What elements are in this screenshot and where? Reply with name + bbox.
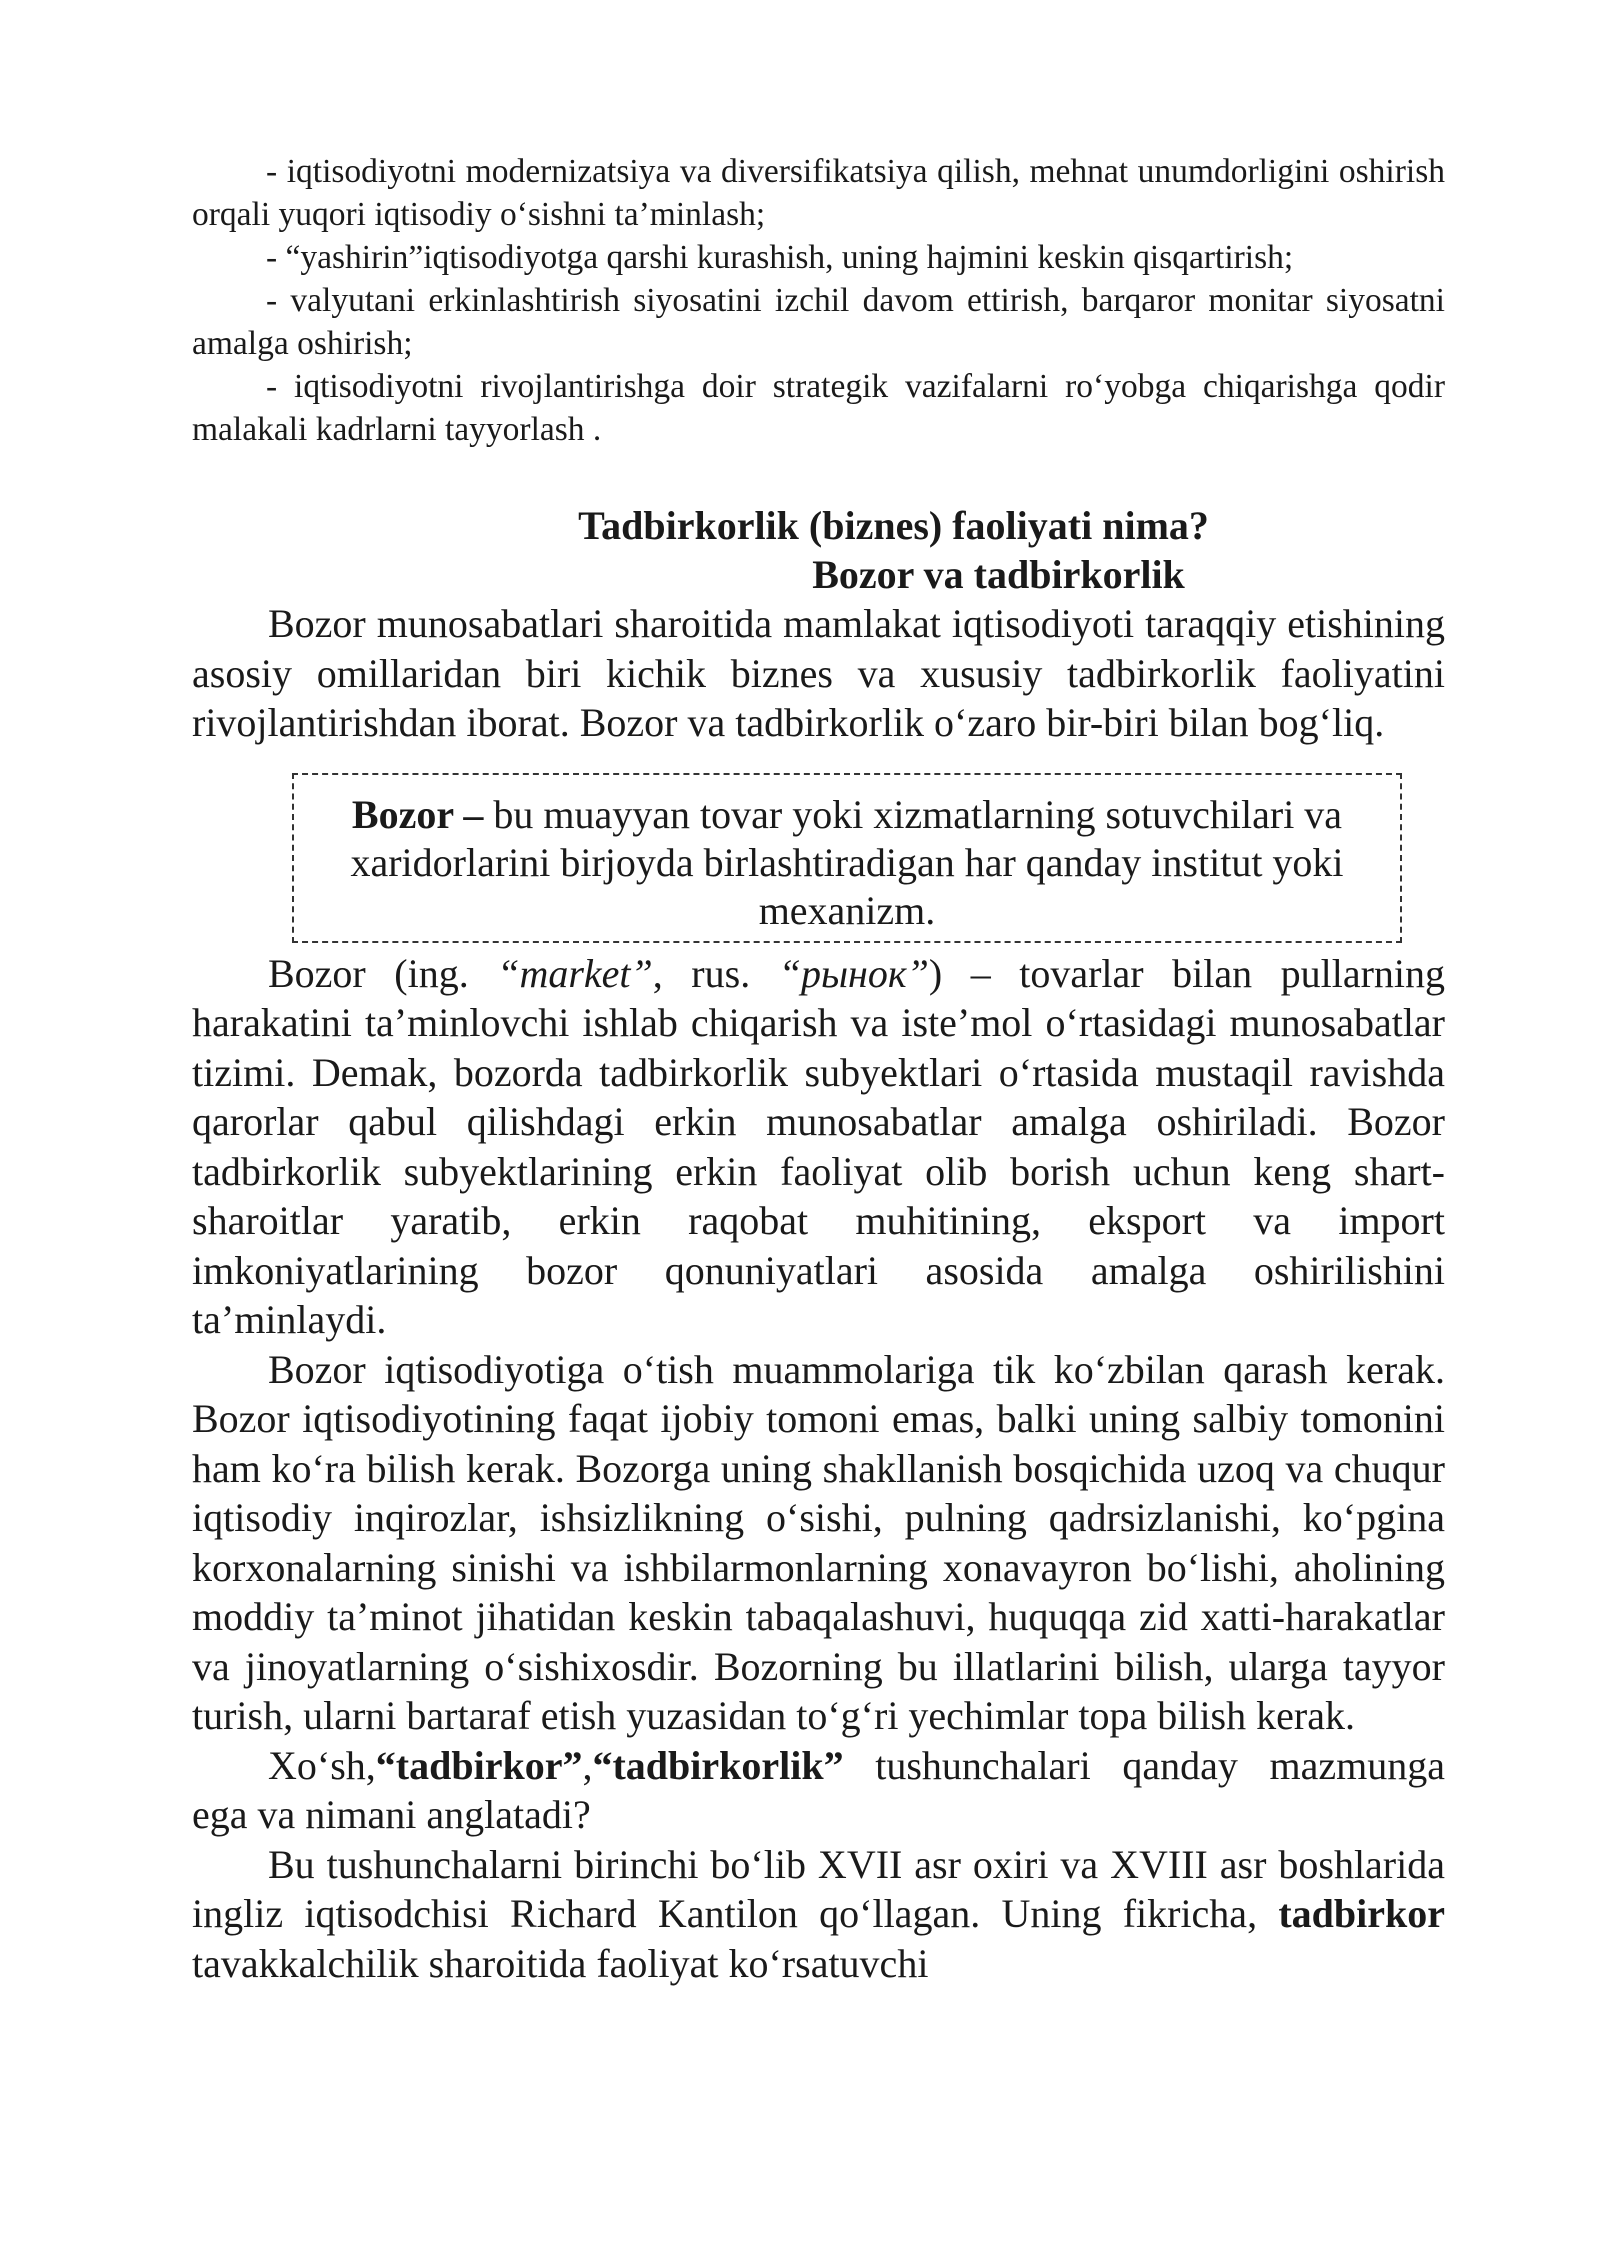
text-run: tavakkalchilik sharoitida faoliyat ko‘rsatuvchi: [192, 1940, 929, 1986]
term-tadbirkor: “tadbirkor”: [375, 1742, 583, 1788]
term-tadbirkorlik: “tadbirkorlik”: [592, 1742, 844, 1788]
paragraph-question: [192, 1741, 1445, 1840]
paragraph-intro: Bozor munosabatlari sharoitida mamlakat iqtisodiyoti taraqqiy etishining asosiy omillaridan biri kichik biznes va xususiy tadbirkorlik faoliyatini rivojlantirishdan iborat. Bozor va tadbirkorlik o‘zaro bir-biri bilan bog‘liq.: [192, 601, 1445, 745]
paragraph-market: [192, 949, 1445, 1345]
bullet-list: [192, 150, 1445, 451]
text-run: Bu tushunchalarni birinchi bo‘lib XVII asr oxiri va XVIII asr boshlarida ingliz iqtisodchisi Richard Kantilon qo‘llagan. Uning fikricha,: [192, 1841, 1445, 1936]
text-run: , rus.: [652, 950, 779, 996]
text-run: Bozor (ing.: [268, 950, 498, 996]
list-item: - iqtisodiyotni modernizatsiya va diversifikatsiya qilish, mehnat unumdorligini oshirish orqali yuqori iqtisodiy o‘sishni ta’minlash;: [192, 153, 1445, 233]
list-item: - “yashirin”iqtisodiyotga qarshi kurashish, uning hajmini keskin qisqartirish;: [266, 239, 1294, 276]
term-tadbirkor-bold: tadbirkor: [1278, 1891, 1445, 1936]
text-run: tushunchalari qanday mazmunga ega va nimani anglatadi?: [192, 1742, 1445, 1837]
text-run: Xo‘sh,: [268, 1742, 376, 1788]
text-run: ) – tovarlar bilan pullarning harakatini ta’minlovchi ishlab chiqarish va iste’mol o‘rtasidagi munosabatlar tizimi. Demak, bozorda tadbirkorlik subyektlari o‘rtasida mustaqil ravishda qarorlar qabul qilishdagi erkin munosabatlar amalga oshiriladi. Bozor tadbirkorlik subyektlarining erkin faoliyat olib borish uchun keng shart-sharoitlar yaratib, erkin raqobat muhitining, eksport va import imkoniyatlarining bozor qonuniyatlari asosida amalga oshirilishini ta’minlaydi.: [192, 950, 1446, 1342]
paragraph-transition: Bozor iqtisodiyotiga o‘tish muammolariga tik ko‘zbilan qarash kerak. Bozor iqtisodiyotining faqat ijobiy tomoni emas, balki uning salbiy tomonini ham ko‘ra bilish kerak. Bozorga uning shakllanish bosqichida uzoq va chuqur iqtisodiy inqirozlar, ishsizlikning o‘sishi, pulning qadrsizlanishi, ko‘pgina korxonalarning sinishi va ishbilarmonlarning xonavayron bo‘lishi, aholining moddiy ta’minot jihatidan keskin tabaqalashuvi, huquqqa zid xatti-harakatlar va jinoyatlarning o‘sishixosdir. Bozorning bu illatlarini bilish, ularga tayyor turish, ularni bartaraf etish yuzasidan to‘g‘ri yechimlar topa bilish kerak.: [192, 1346, 1445, 1738]
definition-term: Bozor –: [351, 791, 484, 837]
text-run: ,: [582, 1742, 593, 1788]
document-page: [192, 150, 1445, 1988]
paragraph-cantillon: [192, 1840, 1445, 1989]
section-headings: [192, 501, 1445, 599]
section-subtitle: Bozor va tadbirkorlik: [812, 552, 1185, 597]
definition-box: [292, 773, 1402, 943]
definition-text: bu muayyan tovar yoki xizmatlarning sotuvchilari va xaridorlarini birjoyda birlashtiradigan har qanday institut yoki mexanizm.: [350, 791, 1344, 933]
term-market-ru: “рынок”: [778, 950, 929, 996]
list-item: - valyutani erkinlashtirish siyosatini izchil davom ettirish, barqaror monitar siyosatni amalga oshirish;: [192, 282, 1445, 362]
section-title: Tadbirkorlik (biznes) faoliyati nima?: [578, 503, 1209, 548]
list-item: - iqtisodiyotni rivojlantirishga doir strategik vazifalarni ro‘yobga chiqarishga qodir malakali kadrlarni tayyorlash .: [192, 368, 1445, 448]
term-market-en: “market”: [497, 950, 653, 996]
body-text: [192, 599, 1445, 1988]
